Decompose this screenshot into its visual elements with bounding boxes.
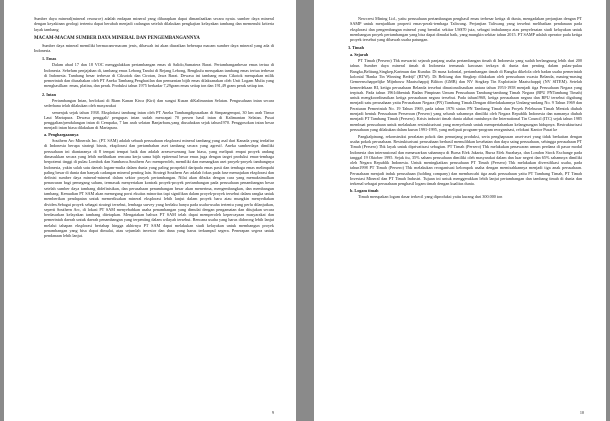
timah-heading: 3. Timah: [348, 45, 364, 51]
page-number: 10: [579, 409, 584, 415]
emas-paragraph: Dalam abad 17 dan 18 VOC menggalakkan pertambangan emas di Salido,Sumatera Barat. Pertambanganbesar emas tertua di Indonesia. Sebelum penjajahan di, tambang emas Lebong Tandai di Rejang Lebong, Bengkulu merupakan tambang emas tertua terbesar di Indonesia. Tambang besar terbesar di Ciksotok dan Cirotan, Jawa Barat. Dewasa ini tambang emas Cikotok merupakan milik pemerintah dan diusahakan oleh PT Aneka Tambang.Penghasilan dan pemurnian bijih emas dilaksanakan oleh Unit Logam Mulia yang menghasilkan: emas, platina, dan perak. Produksi tahun 1975 berkadar 7,29gram emas setiap ton dan 191,49 gram perak setiap ton.: [44, 62, 274, 89]
intan-paragraph: Pertambangan Intan, berlokasi di Riam Kanan Kiwa (Kiri) dan sungai Kusan diKalimantan Selatan. Pengusahaan intan secara sederhana telah dilakukan oleh masyarakat: [44, 97, 274, 108]
sejarah-heading: a. Sejarah: [350, 52, 369, 58]
penghargaan-paragraph: Southern Arc Minerals Inc. (PT. SAM) adalah sebuah perusahaan eksplorasi mineral tambang yang asal dari Kanada yang terdaftar di Indonesia berupa strategi bisnis, eksplorasi dan pertambahan aset tambang secara yang agresif. Aneka sumberdaya dimiliki perusahaan ini diantaranya di 8 tempat tempat baik dan adalah areawewenang luar biasa, yang meliputi empat proyek andang dimasukkan secara yang lebih melibatkan rencana kerja sama bijih epitermal besar emas juga dengan target produksi emas-tembaga berpotensi tinggi di pulau Lombok dan Sumbawa.Southern Arc memperoleh, memiliki dan menangkan aset proyek-proyek tambangnya Indonesia, yakin salah satu daerah logam-mulia dalam dunia yang paling prospektif daripada emas pasti dan tembaga emas melimpahi paling besar di dunia dan banyak cadangan mineral penting lain. Strategi Southern Arc adalah fokus pada fase memajukan eksplorasi dan definisi sumber daya mineral-mineral dalam sektor proyek pertambangan. Nilai akan dibuka dengan cara yang memaksimalkan penawaran bagi pemegang saham, termasuk menyertakan kontrak proyek-proyek pertambangan pada perusahaan penambangan besar setelah sumber daya tambang didefinisikan, dan perusahaan penambangan besar akan menerima, mengembangkan, dan membangun tambang. Kemudian PT SAM akan memegang porsi ekuitas minoritas tapi signifikan dalam proyek-proyek tersebut dalam rangka untuk memberikan pendapatan untuk memeriksakan mineral eksplorasi lebih lanjut dalam proyek baru atau mungkin menyediakan dividen.Sebagai proyek sebagai strategi tersebut, lembaga survey yang berlaku hanya pada usaha-usaha tertentu yang perlu dilanjutkan, seperti Southern Arc, di lokasi PT SAM menyebabkan usaha penambangan yang dimulai dengan pengamatan dan ditujukan secara berdasarkan kelayakan tambang ditetapkan. Mengatakan bahwa PT SAM telah dapat memperoleh kepercayaan masyarakat dan pemerintah daerah untuk daerah penambangan yang terpenting dalam wilayah tersebut. Rencana usaha yang harus didorong lebih lanjut melalui tahapan eksplorasi bertahap hingga akhirnya PT SAM dapat melakukan studi kelayakan untuk membangun proyek penambangan yang bisa dapat dimulai, atau sejumlah investor dan dana yang harus terkumpul segera. Penerapan segera untuk pendanaan lebih lanjut.: [44, 138, 275, 239]
section-intro-paragraph: Sumber daya mineral memiliki bermacam-macam jenis, dibawah ini akan diuraikan beberapa macam sumber daya mineral yang ada di Indonesia.: [34, 42, 274, 54]
emas-heading: 1. Emas: [42, 56, 57, 62]
sejarah-paragraph: PT Timah (Persero) Tbk mewarisi sejarah panjang usaha pertambangan timah di Indonesia yang sudah berlangsung lebih dari 200 tahun. Sumber daya mineral timah di Indonesia termasuk kawasan terkaya di dunia dan penting dalam pulau-pulau Bangka,Belitung,Singkep,Karimun dan Kundur. Di masa kolonial, pertambangan timah di Bangka dikelola oleh badan usaha pemerintah kolonial 'Banka Tin Winning Bedrijf' (BTW). Di Belitung dan Singkep dilakukan oleh perusahaan swasta Belanda, masing-masing Gemeenschappelijke Mijnbouw Maatschappij Biliton (GMB) dan NV Singkep Tin Exploitatie Maatschappij (NV SITEM). Setelah kemerdekaan RI, ketiga perusahaan Belanda tersebut dinasionalisasikan antara tahun 1953-1958 menjadi tiga Perusahaan Negara yang terpisah. Pada tahun 1961dibentuk Badan Pimpinan Umum Perusahaan Tambang-tambang Timah Negara (BPU PNTambang Timah) untuk mengkoordinasikan ketiga perusahaan negara tersebut. Pada tahun1968, ketiga perusahaan negara dan BPU tersebut digabung menjadi satu perusahaan yaitu Perusahaan Negara (PN) Tambang Timah.Dengan diberlakukannya Undang-undang No. 9 Tahun 1969 dan Peraturan Pemerintah No. 19 Tahun 1969, pada tahun 1976 status PN Tambang Timah dan Proyek Peleburan Timah Mentok diubah menjadi bentuk Perusahaan Perseroan (Persero) yang seluruh sahamnya dimiliki oleh Negara Republik Indonesia dan namanya diubah menjadi PT Tambang Timah (Persero). Krisis industri timah dunia akibat runtuhnya the International Tin Council (ITC) sejak tahun 1985 membuat perusahaan untuk melakukan restrukturisasi yang menyeluruh untuk mempertahankan kelangsungan hidupnya. Restrukturisasi perusahaan yang dilakukan dalam kurun 1991-1995, yang meliputi program-program reorganisasi, relokasi Kantor Pusat ke: [350, 58, 582, 132]
document-page-right: [314, 0, 606, 421]
logam-timah-paragraph: Timah merupakan logam dasar terkecil yang diproduksi yaitu kurang dari 300.000 ton: [358, 193, 503, 199]
intan-heading: 2. Intan: [42, 91, 56, 97]
intro-paragraph: Newcrest Mining Ltd., yaitu perusahaan pertambangan penghasil emas terbesar ketiga di dunia, mengadakan perjanjian dengan PT SAMP untuk menjadikan properti emas-perak-tembaga Taliwang. Perjanjian Taliwang yang tersebut melibatkan pendanaan pada eksplorasi dan pengembangan mineral yang bernilai sekitar US$70 juta, sebagai imbalannya atas penyelesaian studi kelayakan untuk membangun proyek pertambangan yang bisa dapat dimulai baik, yang mungkin sekitar tahun 2015. PT SAMP adalah operator pada ketiga proyek tersebut yang dibawah usaha patungan.: [350, 16, 582, 43]
page-number: 9: [271, 409, 274, 415]
section-heading: MACAM-MACAM SUMBER DAYA MINERAL DAN PENGEMBANGANNYA: [34, 35, 200, 41]
document-page-left: [4, 0, 296, 421]
page-gap: [296, 0, 314, 421]
sejarah-paragraph-2: Pangkalpinang, rekonstruksi peralatan pokok dan penunjang produksi, serta penghapusan asset-aset yang tidak berkaitan dengan usaha pokok perusahaan. Restrukturisasi perusahaan berhasil memulihkan kesehatan dan daya saing perusahaan, sehingga perusahaan PT Timah (Persero) Tbk layak untuk diprivatisasi sebagian. PT Timah (Persero) Tbk melakukan penawaran umum perdana di pasar modal Indonesia dan internasional dan menawarkan sahamnya di Bursa Efek Jakarta, Bursa Efek Surabaya, dan London Stock Exchange pada tanggal 19 Oktober 1995. Sejak itu, 35% saham perusahaan dimiliki oleh masyarakat dalam dan luar negeri dan 65% sahamnya dimiliki oleh Negara Republik Indonesia. Untuk meningkatkan perusahaan PT Timah (Persero) Tbk melakukan diversifikasi usaha, pada tahun1998 PT Timah (Persero) Tbk melakukan reorganisasi kelompok usaha dengan memisahkannya menjadi tiga anak perusahaan. Perusahaan menjadi induk perusahaan (holding company) dan membawahi tiga anak perusahaan yaitu PT Tambang Timah, PT Timah Investasi Mineral dan PT Timah Industri. Tujuan ini untuk menggerakkan lebih lanjut pertambangan dan tambang timah di dunia dan terkenal sebagai perusahaan penghasil logam timah dengan kualitas dunia.: [350, 133, 582, 187]
logam-timah-heading: b. Logam timah: [350, 188, 379, 194]
penghargaan-heading: a. Penghargaannya: [44, 132, 79, 138]
intro-paragraph: Sumber daya mineral(mineral resource) adalah endapan mineral yang diharapkan dapat dimanfaatkan secara nyata. sumber daya mineral dengan keyakinan geologi tertentu dapat berubah menjadi cadangan setelah dilakukan pengkajian kelayakan tambang dan memenuhi kriteria layak tambang: [34, 16, 274, 32]
intan-paragraph-2: semenjak sejak tahun 1938. Eksploitasi tambang intan oleh PT Aneka Tambangdipusatkan di Simpangempat, 30 km arah Timur Laut Martapura. Dewasa penggali/ pengupas intan sudah mencapai 70 persen hasil intan di Kalimantan Selatan. Pusat penggalian/pendulangan intan di Cempaka, 7 km arah selatan Banjarbaru,yang diusahakan sejak tahun1970. Penggosokan intan besar menjadi intan biasa dilakukan di Martapura.: [44, 109, 274, 131]
